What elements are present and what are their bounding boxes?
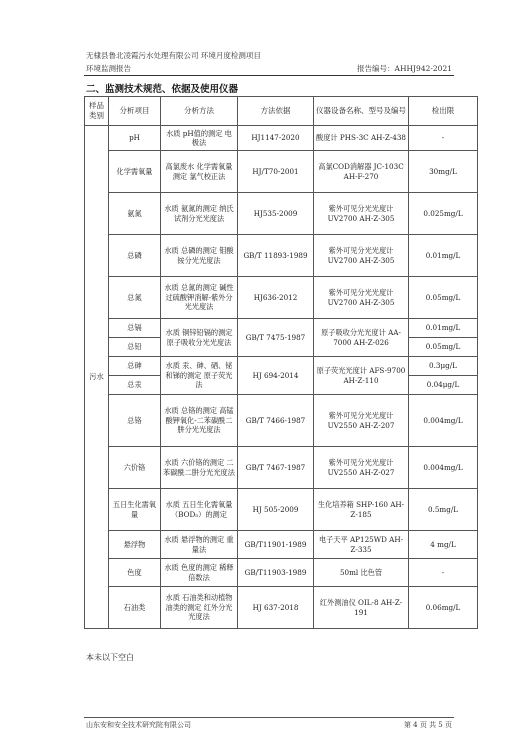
basis-cell: HJ636-2012 [238,277,314,319]
limit-cell: - [409,126,478,151]
header-basis: 方法依据 [238,97,314,126]
method-cell: 水质 石油类和动植物油类的测定 红外分光光度法 [161,587,238,629]
table-row [85,235,478,277]
footer-organization: 山东安和安全技术研究院有限公司 [86,721,191,729]
instrument-cell: 电子天平 AP125WD AH-Z-335 [314,531,409,559]
basis-cell: GB/T 7466-1987 [238,395,314,447]
item-cell: 化学需氧量 [109,151,161,193]
limit-cell: 0.05mg/L [409,338,478,357]
basis-cell: HJ535-2009 [238,193,314,235]
method-cell: 水质 总铬的测定 高锰酸钾氧化-二苯碳酰二肼分光光度法 [161,395,238,447]
method-cell: 水质 pH值的测定 电极法 [161,126,238,151]
item-cell: 六价铬 [109,447,161,489]
table-row [85,319,478,338]
limit-cell: 0.04μg/L [409,376,478,395]
basis-cell: HJ 637-2018 [238,587,314,629]
method-cell: 水质 汞、砷、硒、铋和锑的测定 原子荧光法 [161,357,238,395]
item-cell: 五日生化需氧量 [109,489,161,531]
instrument-cell: 原子吸收分光光度计 AA-7000 AH-Z-026 [314,319,409,357]
item-cell: 总镉 [109,319,161,338]
limit-cell: 0.01mg/L [409,319,478,338]
instrument-cell: 50ml 比色管 [314,559,409,587]
instrument-cell: 紫外可见分光光度计 UV2700 AH-Z-305 [314,235,409,277]
table-row [85,447,478,489]
basis-cell: GB/T 7467-1987 [238,447,314,489]
basis-cell: GB/T11901-1989 [238,531,314,559]
limit-cell: - [409,559,478,587]
basis-cell: HJ 505-2009 [238,489,314,531]
header-method: 分析方法 [161,97,238,126]
limit-cell: 0.5mg/L [409,489,478,531]
item-cell: 总氮 [109,277,161,319]
instrument-cell: 紫外可见分光光度计 UV2700 AH-Z-305 [314,193,409,235]
item-cell: pH [109,126,161,151]
basis-cell: HJ1147-2020 [238,126,314,151]
table-row [85,559,478,587]
method-cell: 水质 五日生化需氧量（BOD₅）的测定 [161,489,238,531]
sample-category-cell: 污水 [85,126,109,629]
limit-cell: 0.05mg/L [409,277,478,319]
header-report-type: 环境监测报告 [86,64,131,73]
table-row [85,395,478,447]
table-row [85,126,478,151]
table-header-row [85,97,478,126]
limit-cell: 0.06mg/L [409,587,478,629]
basis-cell: HJ/T70-2001 [238,151,314,193]
table-row [85,193,478,235]
method-cell: 水质 氨氮的测定 纳氏试剂分光光度法 [161,193,238,235]
header-limit: 检出限 [409,97,478,126]
header-instrument: 仪器设备名称、型号及编号 [314,97,409,126]
table-row [85,277,478,319]
instrument-cell: 酸度计 PHS-3C AH-Z-438 [314,126,409,151]
table-row [85,587,478,629]
instrument-cell: 紫外可见分光光度计 UV2550 AH-Z-207 [314,395,409,447]
item-cell: 悬浮物 [109,531,161,559]
basis-cell: GB/T 7475-1987 [238,319,314,357]
item-cell: 总铅 [109,338,161,357]
method-cell: 高氯废水 化学需氧量测定 氯气校正法 [161,151,238,193]
basis-cell: HJ 694-2014 [238,357,314,395]
item-cell: 石油类 [109,587,161,629]
header-category: 样品类别 [85,97,109,126]
limit-cell: 0.01mg/L [409,235,478,277]
item-cell: 总磷 [109,235,161,277]
item-cell: 总砷 [109,357,161,376]
header-divider [84,75,454,76]
limit-cell: 4 mg/L [409,531,478,559]
header-item: 分析项目 [109,97,161,126]
item-cell: 总汞 [109,376,161,395]
instrument-cell: 高氯COD消解器 JC-103C AH-F-270 [314,151,409,193]
footer-divider [84,717,454,718]
method-cell: 水质 总磷的测定 钼酸铵分光光度法 [161,235,238,277]
methods-table [84,96,478,629]
table-row [85,151,478,193]
method-cell: 水质 六价铬的测定 二苯碳酰二肼分光光度法 [161,447,238,489]
instrument-cell: 生化培养箱 SHP-160 AH-Z-185 [314,489,409,531]
header-company-line: 无棣县鲁北凌霞污水处理有限公司 环境月度检测项目 [86,51,261,60]
table-row [85,531,478,559]
limit-cell: 0.004mg/L [409,447,478,489]
method-cell: 水质 色度的测定 稀释倍数法 [161,559,238,587]
section-title: 二、监测技术规范、依据及使用仪器 [86,84,239,95]
table-row [85,357,478,376]
instrument-cell: 紫外可见分光光度计 UV2700 AH-Z-305 [314,277,409,319]
end-note: 本未以下空白 [86,653,134,662]
limit-cell: 0.3μg/L [409,357,478,376]
limit-cell: 30mg/L [409,151,478,193]
method-cell: 水质 铜锌铅镉的测定 原子吸收分光光度法 [161,319,238,357]
item-cell: 色度 [109,559,161,587]
basis-cell: GB/T 11893-1989 [238,235,314,277]
instrument-cell: 红外测油仪 OIL-8 AH-Z-191 [314,587,409,629]
item-cell: 总铬 [109,395,161,447]
method-cell: 水质 总氮的测定 碱性过硫酸钾消解-紫外分光光度法 [161,277,238,319]
table-row [85,489,478,531]
limit-cell: 0.025mg/L [409,193,478,235]
method-cell: 水质 悬浮物的测定 重量法 [161,531,238,559]
header-report-number: 报告编号：AHHJ942-2021 [357,64,452,73]
instrument-cell: 紫外可见分光光度计 UV2550 AH-Z-027 [314,447,409,489]
footer-page-number: 第 4 页 共 5 页 [403,721,452,729]
item-cell: 氨氮 [109,193,161,235]
instrument-cell: 原子荧光光度计 AFS-9700 AH-Z-110 [314,357,409,395]
limit-cell: 0.004mg/L [409,395,478,447]
basis-cell: GB/T11903-1989 [238,559,314,587]
